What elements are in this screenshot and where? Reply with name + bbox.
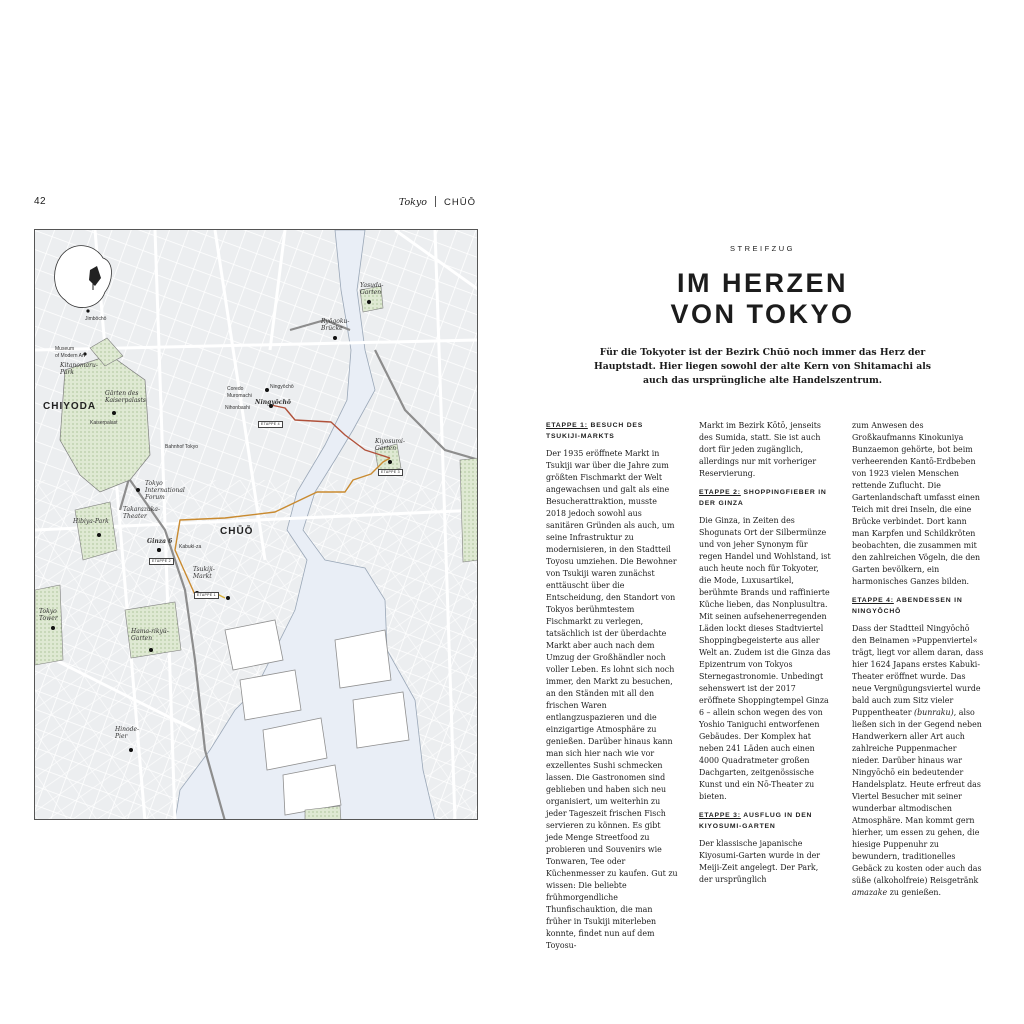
article-title [545, 268, 980, 330]
text-column-1 [546, 420, 678, 952]
label-palace-gardens: Gärten des Kaiserpalasts [105, 390, 146, 404]
section-4-title: ABENDESSEN IN NINGYŌCHŌ [852, 597, 963, 615]
section-1-title: BESUCH DES TSUKIJI-MARKTS [546, 422, 644, 440]
badge-etappe-1: ETAPPE 1 [194, 592, 219, 599]
section-1-prefix: ETAPPE 1: [546, 422, 588, 429]
label-forum: Tokyo International Forum [145, 480, 185, 501]
shiba-park [35, 585, 63, 665]
section-heading-1 [546, 420, 678, 442]
section-4-italic-bunraku: (bunraku) [914, 708, 954, 717]
kicker: STREIFZUG [730, 244, 795, 253]
label-chuo: CHŪŌ [220, 526, 254, 537]
section-2-prefix: ETAPPE 2: [699, 489, 741, 496]
label-hama-rikyu: Hama-rikyū- Garten [131, 628, 169, 642]
badge-etappe-2: ETAPPE 2 [149, 558, 174, 565]
label-yasuda: Yasuda- Garten [360, 282, 384, 296]
section-2-body: Die Ginza, in Zeiten des Shogunats Ort der Silbermünze und von jeher Synonym für regen Handel und Wohlstand, ist auch heute noch für Tokyoter, die Mode, Luxusartikel, berühmte Brands und raffinierte Küche lieben, das Nonplusultra. Mit seinen aufsehenerregenden Läden lockt dieses Stadtviertel Shoppingbegeisterte aus aller Welt an. Zudem ist die Ginza das Epizentrum von Tokyos Sternegastronomie. Unbedingt sehenswert ist der 2017 eröffnete Shoppingtempel Ginza 6 – allein schon wegen des von Yoshio Taniguchi entworfenen Gebäudes. Der Komplex hat neben 241 Läden auch einen 4000 Quadratmeter großen Dachgarten, zeitgenössische Kunst und ein Nō-Theater zu bieten. [699, 516, 831, 801]
text-column-2 [699, 420, 831, 886]
label-jimbocho: Jimbōchō [85, 316, 107, 322]
section-heading-2 [699, 487, 831, 509]
label-kiyosumi: Kiyosumi- Garten [375, 438, 405, 452]
header-district: CHŪŌ [444, 197, 476, 208]
header-separator [435, 196, 436, 207]
header-city: Tokyo [398, 197, 428, 208]
section-1-body: Der 1935 eröffnete Markt in Tsukiji war über die Jahre zum größten Fischmarkt der Welt angewachsen und galt als eine Besucherattraktion, musste 2018 jedoch sowohl aus sanitären Gründen als auch, um seine Infrastruktur zu modernisieren, in den Stadtteil Toyosu umziehen. Die Bewohner von Tsukiji waren zunächst enttäuscht über die Entscheidung, den Standort von Tokyos berühmtestem Fischmarkt zu verlegen, tatsächlich ist der überdachte Markt aber auch nach dem Umzug der Großhändler noch voller Leben. Es lohnt sich noch immer, den Markt zu besuchen, an den Ständen mit all den frischen Waren entlangzuspazieren und die einzigartige Atmosphäre zu genießen. Darüber hinaus kann man sich hier nach wie vor exzellentes Sushi schmecken lassen. Die Gastronomen sind geblieben und haben sich neu organisiert, um weiterhin zu jeder Tageszeit frischen Fisch servieren zu können. Es gibt jede Menge Streetfood zu probieren und Souvenirs wie Tonwaren, Tee oder Küchenmesser zu kaufen. Gut zu wissen: Die beliebte frühmorgendliche Thunfischauktion, die man früher in Tsukiji miterleben konnte, findet nun auf dem Toyosu- [546, 449, 678, 950]
section-4-italic-amazake: amazake [852, 888, 888, 897]
label-museum: Museum of Modern Art [55, 346, 86, 359]
section-4-text-b: , also ließen sich in der Gegend neben Handwerkern aller Art auch zahlreiche Puppenmacher nieder. Darüber hinaus war Ningyōchō ein bedeutender Handelsplatz. Heute erfreut das Viertel Besucher mit seiner wunderbar altmodischen Atmosphäre. Man kommt gern hierher, um essen zu gehen, die hiesige Puppenuhr zu bewundern, traditionelles Gebäck zu kosten oder auch das süße (alkoholfreie) Reisgetränk [852, 708, 982, 885]
badge-etappe-3: ETAPPE 3 [378, 469, 403, 476]
lead-paragraph: Für die Tokyoter ist der Bezirk Chūō noch immer das Herz der Hauptstadt. Hier liegen sowohl der alte Kern von Shitamachi als auch das ursprüngliche alte Handelszentrum. [593, 347, 932, 386]
label-hinode: Hinode- Pier [115, 726, 140, 740]
section-3-body-cont: zum Anwesen des Großkaufmanns Kinokuniya Bunzaemon gehörte, bot beim verheerenden Kantō-Erdbeben von 1923 vielen Menschen rettende Zuflucht. Die Gartenlandschaft umfasst einen Teich mit drei Inseln, die eine Brücke verbindet. Dort kann man Karpfen und Schildkröten beobachten, die zusammen mit den zahlreichen Vögeln, die den Garten bevölkern, ein harmonisches Ganzes bilden. [852, 421, 981, 586]
section-3-title: AUSFLUG IN DEN KIYOSUMI-GARTEN [699, 812, 813, 830]
running-header [399, 196, 476, 208]
section-4-text-a: Dass der Stadtteil Ningyōchō den Beinamen »Puppenviertel« trägt, liegt vor allem daran, dass hier 1624 Japans erstes Kabuki-Theater eröffnet wurde. Das neue Vergnügungsviertel wurde bald auch zum Sitz vieler Puppentheater [852, 624, 984, 717]
section-2-title: SHOPPINGFIEBER IN DER GINZA [699, 489, 827, 507]
badge-etappe-4: ETAPPE 4 [258, 421, 283, 428]
section-3-prefix: ETAPPE 3: [699, 812, 741, 819]
text-column-3 [852, 420, 984, 899]
label-bahnhof: Bahnhof Tokyo [165, 444, 198, 450]
label-ningyocho: Ningyōchō [255, 399, 291, 406]
section-4-text-c: zu genießen. [887, 888, 942, 897]
label-hibiya: Hibiya-Park [73, 518, 109, 525]
section-3-body: Der klassische japanische Kiyosumi-Garten wurde in der Meiji-Zeit angelegt. Der Park, der ursprünglich [699, 839, 821, 884]
east-park [460, 458, 478, 562]
label-ginza6: Ginza 6 [147, 538, 173, 545]
title-line-1: IM HERZEN [677, 268, 848, 298]
label-ningyocho-station: Ningyōchō [270, 384, 294, 390]
city-map [34, 229, 478, 820]
section-heading-3 [699, 810, 831, 832]
label-kaiserpalast: Kaiserpalast [90, 420, 118, 426]
label-kabukiza: Kabuki-za [179, 544, 202, 550]
label-takarazuka: Takarazuka- Theater [123, 506, 161, 520]
label-coredo: Coredo Muromachi [227, 386, 252, 399]
page-number: 42 [34, 196, 47, 207]
title-line-2: VON TOKYO [670, 299, 855, 329]
section-1-body-cont: Markt im Bezirk Kōtō, jenseits des Sumida, statt. Sie ist auch dort für jeden zugänglich, allerdings nur mit vorheriger Reservierung. [699, 421, 821, 478]
section-4-body [852, 623, 984, 899]
label-kitanomaru: Kitanomaru- Park [60, 362, 98, 376]
section-4-prefix: ETAPPE 4: [852, 597, 894, 604]
section-heading-4 [852, 595, 984, 617]
label-ryogoku: Ryōgoku- Brücke [321, 318, 350, 332]
label-chiyoda: CHIYODA [43, 401, 97, 412]
label-tokyo-tower: Tokyo Tower [39, 608, 58, 622]
label-nihonbashi: Nihonbashi [225, 405, 251, 411]
label-tsukiji: Tsukiji- Markt [193, 566, 215, 580]
